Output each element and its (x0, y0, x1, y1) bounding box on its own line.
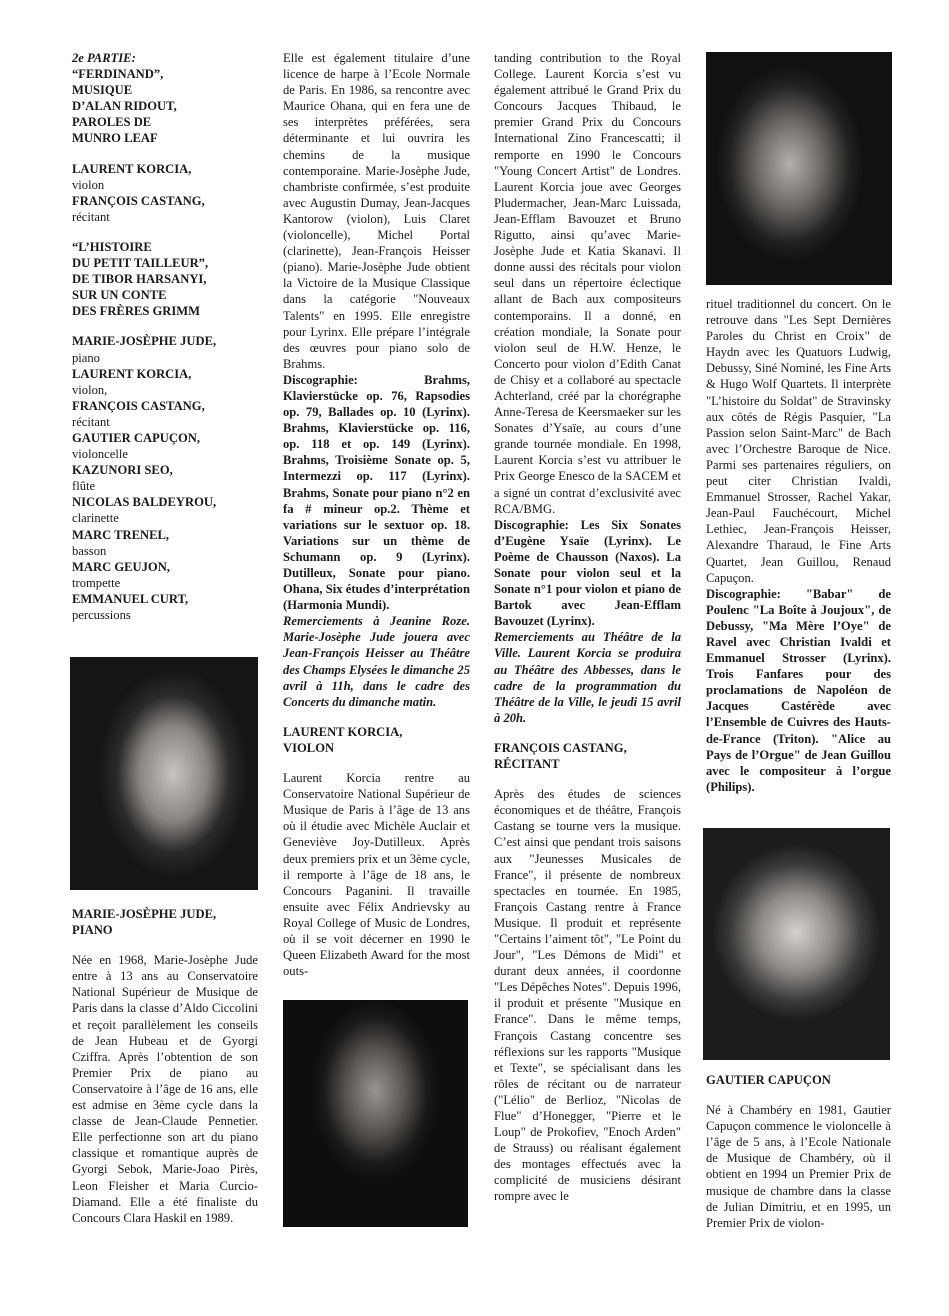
cast-role: violon, (72, 382, 108, 397)
column-3 (494, 50, 681, 1205)
bio-jude: Née en 1968, Marie-Josèphe Jude entre à 13 ans au Conservatoire National Supérieur de Musique de Paris dans la classe d’Aldo Ciccolini et reçoit parallèlement les conseils de Jean Hubeau et de Gyorgi Cziffra. Après l’obtention de son Premier Prix de piano au Conservatoire à l’âge de 16 ans, elle est admise en 3ème cycle dans la classe de Jean-Claude Pennetier. Elle perfectionne son art du piano classique et romantique auprès de Gyorgi Sebok, Marie-Joao Pirès, Leon Fleisher et Maria Curcio-Diamand. Elle a été finaliste du Concours Clara Haskil en 1989. (72, 953, 258, 1225)
column-4 (706, 296, 891, 795)
cast-name: NICOLAS BALDEYROU, (72, 495, 217, 510)
column-1 (72, 50, 262, 623)
cast-role: flûte (72, 479, 96, 494)
bio-jude-continued: Elle est également titulaire d’une licence de harpe à l’Ecole Normale de Paris. En 1986, sa rencontre avec Maurice Ohana, qui en fera une de ses interprètes préférées, sera déterminante et lui ouvrira les chemins de la musique contemporaine. Marie-Josèphe Jude, chambriste confirmée, s’est produite avec Augustin Dumay, Jean-Jacques Kantorow (violon), Luis Claret (violoncelle), Michel Portal (clarinette), Jean-François Heisser (piano). Marie-Josèphe Jude obtient la Victoire de la Musique Classique dans la catégorie "Nouveaux Talents" en 1995. Elle enregistre pour Lyrinx. Elle prépare l’intégrale des œuvres pour piano solo de Brahms. (283, 51, 470, 371)
cast-role: piano (72, 350, 100, 365)
work-ferdinand: “FERDINAND”, MUSIQUE D’ALAN RIDOUT, PAROLES DE MUNRO LEAF (72, 67, 177, 146)
cast-role: basson (72, 543, 107, 558)
cast-name: LAURENT KORCIA, (72, 161, 192, 176)
section-heading-castang: FRANÇOIS CASTANG, RÉCITANT (494, 740, 627, 772)
cast-role: clarinette (72, 511, 119, 526)
cast-name: EMMANUEL CURT, (72, 591, 189, 606)
photo-gautier-capucon (703, 828, 890, 1060)
part-title: 2e PARTIE: (72, 51, 136, 65)
photo-marie-josephe-jude (70, 657, 258, 890)
cast-list-1 (72, 161, 262, 225)
cast-name: FRANÇOIS CASTANG, (72, 398, 205, 413)
cast-name: MARC TRENEL, (72, 527, 170, 542)
cast-role: violoncelle (72, 447, 128, 462)
cast-name: FRANÇOIS CASTANG, (72, 193, 205, 208)
cast-role: récitant (72, 209, 110, 224)
bio-capucon: Né à Chambéry en 1981, Gautier Capuçon commence le violoncelle à l’âge de 5 ans, à l’Ecole Nationale de Musique de Chambéry, où il obtient en 1994 un Premier Prix de musique de chambre dans la classe de Julian Dimitriu, et en 1995, un Premier Prix de violon- (706, 1103, 891, 1230)
section-heading-korcia: LAURENT KORCIA, VIOLON (283, 724, 403, 755)
cast-role: trompette (72, 575, 121, 590)
cast-name: MARIE-JOSÈPHE JUDE, (72, 334, 217, 349)
cast-role: percussions (72, 608, 131, 622)
discography-jude: Discographie: Brahms, Klavierstücke op. 76, Rapsodies op. 79, Ballades op. 10 (Lyrinx). Brahms, Klavierstücke op. 116, op. 118 et op. 149 (Lyrinx). Brahms, Troisième Sonate op. 5, Intermezzi op. 117 (Lyrinx). Brahms, Sonate pour piano n°2 en fa # mineur op.2. Thème et variations sur le sextuor op. 18. Variations sur un thème de Schumann op. 9 (Lyrinx). Dutilleux, Sonate pour piano. Ohana, Six études d’interprétation (Harmonia Mundi). (283, 372, 470, 613)
photo-francois-castang (706, 52, 892, 285)
work-histoire: “L’HISTOIRE DU PETIT TAILLEUR”, DE TIBOR HARSANYI, SUR UN CONTE DES FRÈRES GRIMM (72, 239, 209, 319)
cast-name: MARC GEUJON, (72, 559, 170, 574)
section-heading-jude: MARIE-JOSÈPHE JUDE, PIANO (72, 907, 217, 938)
cast-name: GAUTIER CAPUÇON, (72, 430, 201, 445)
discography-castang: Discographie: "Babar" de Poulenc "La Boîte à Joujoux", de Debussy, "Ma Mère l’Oye" de Ravel avec Christian Ivaldi et Emmanuel Strosser (Lyrinx). Trois Fanfares pour des proclamations de Napoléon de Jacques Castérède avec l’Ensemble de Cuivres des Hauts-de-France (Triton). "Alice au Pays de l’Orgue" de Jean Guillou avec le compositeur à l’orgue (Philips). (706, 586, 891, 794)
jude-section (72, 906, 258, 1226)
bio-castang: Après des études de sciences économiques et de théâtre, François Castang se tourne vers la musique. C’est ainsi que pendant trois saisons aux "Jeunesses Musicales de France", il présente de nombreux spectacles en tournée. En 1985, François Castang rentre à France Musique. Il produit et représente "Certains l’aiment tôt", "Le Point du Jour", "Les Démons de Midi" et durant deux années, il coordonne "Les Dépêches Notes". Depuis 1996, il produit et présente "Musique en France". Dans le même temps, François Castang concentre ses réflexions sur les rapports "Musique et Texte", se spécialisant dans les rôles de récitant ou de narrateur ("Lélio" de Berlioz, "Nicolas de Flue" d’Honegger, "Pierre et le Loup" de Prokofiev, "Enoch Arden" de Strauss) ou réalisant également des montages effectués avec la complicité de musiciens désirant rompre avec le (494, 787, 681, 1204)
cast-list-2 (72, 333, 262, 623)
thanks-jude: Remerciements à Jeanine Roze. Marie-Josèphe Jude jouera avec Jean-François Heisser au Théâtre des Champs Elysées le dimanche 25 avril à 11h, dans le cadre des Concerts du dimanche matin. (283, 614, 470, 709)
bio-castang-continued: rituel traditionnel du concert. On le retrouve dans "Les Sept Dernières Paroles du Christ en Croix" de Haydn avec les Quatuors Ludwig, Debussy, Siné Nominé, les Fine Arts & Hugo Wolf Quartets. Il interprète "L’histoire du Soldat" de Stravinsky aux côtés de Régis Pasquier, "La Passion selon Saint-Marc" de Bach avec l’Orchestre Baroque de Nice. Parmi ses partenaires réguliers, on peut citer Christian Ivaldi, Emmanuel Strosser, Rachel Yakar, Jean-Paul Fauchécourt, Michel Lethiec, Jean-François Heisser, Alexandre Tharaud, le Fine Arts Quartet, Jean Guillou, Renaud Capuçon. (706, 297, 891, 585)
cast-name: KAZUNORI SEO, (72, 463, 173, 478)
photo-laurent-korcia (283, 1000, 468, 1227)
capucon-section (706, 1072, 891, 1231)
cast-name: LAURENT KORCIA, (72, 366, 192, 381)
section-heading-capucon: GAUTIER CAPUÇON (706, 1073, 831, 1087)
cast-role: violon (72, 177, 105, 192)
discography-korcia: Discographie: Les Six Sonates d’Eugène Ysaïe (Lyrinx). Le Poème de Chausson (Naxos). La Sonate pour violon seul et la Sonate n°1 pour violon et piano de Bartok avec Jean-Efflam Bavouzet (Lyrinx). (494, 517, 681, 629)
column-2 (283, 50, 470, 979)
bio-korcia: Laurent Korcia rentre au Conservatoire National Supérieur de Musique de Paris à l’âge de 13 ans où il étudie avec Michèle Auclair et Geneviève Joy-Dutilleux. Après deux premiers prix et un 3ème cycle, il remporte à l’âge de 18 ans, le Concours Paganini. Il travaille ensuite avec Félix Andrievsky au Royal College of Music de Londres, où il se voit décerner en 1990 le Queen Elizabeth Award for the most outs- (283, 771, 470, 979)
cast-role: récitant (72, 414, 110, 429)
thanks-korcia: Remerciements au Théâtre de la Ville. Laurent Korcia se produira au Théâtre des Abbesses, dans le cadre de la programmation du Théâtre de la Ville, le jeudi 15 avril à 20h. (494, 630, 681, 725)
bio-korcia-continued: tanding contribution to the Royal College. Laurent Korcia s’est vu également attribué le Grand Prix du Concours Jacques Thibaud, le premier Grand Prix du Concours International Zino Francescatti; il remporte en 1990 le Concours "Young Concert Artist" de Londres. Laurent Korcia joue avec Georges Pludermacher, Jean-Marc Luissada, Jean-Efflam Bavouzet et Bruno Rigutto, ainsi qu’avec Marie-Josèphe Jude et Katia Skanavi. Il donne aussi des récitals pour violon seul dans un répertoire éclectique allant de Bach aux compositeurs contemporains. Il a donné, en création mondiale, la Sonate pour violon seul de H.W. Henze, le Concerto pour violon d’Edith Canat de Chisy et a collaboré au spectacle Achterland, créé par la chorégraphe Anne-Teresa de Keersmaeker sur les Sonates d’Ysaïe, au cours d’une grande tournée mondiale. En 1998, Laurent Korcia s’est vu attribuer le Prix George Enesco de la SACEM et a signé un contrat d’exclusivité avec RCA/BMG. (494, 51, 681, 516)
